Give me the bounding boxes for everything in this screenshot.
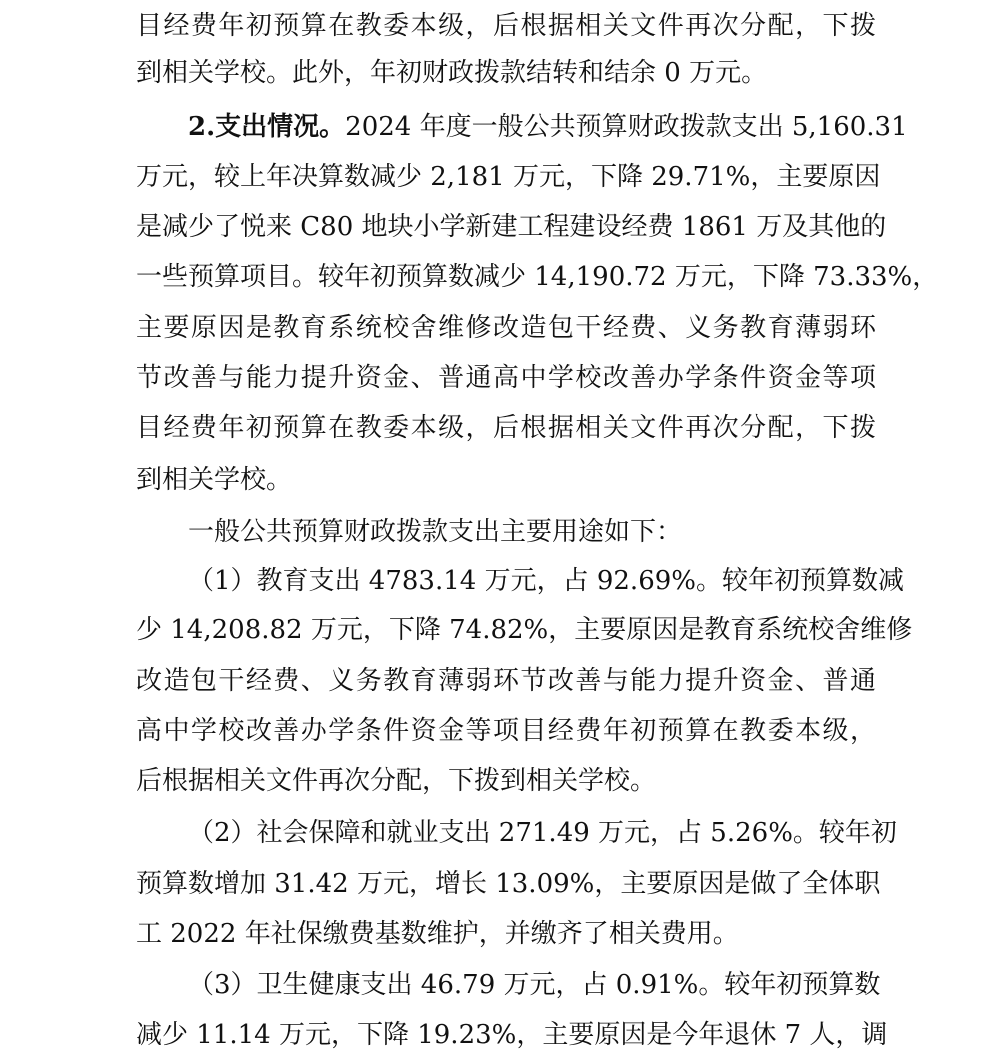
- text-line: 改造包干经费、义务教育薄弱环节改善与能力提升资金、普通: [136, 666, 876, 696]
- text-line: 预算数增加 31.42 万元，增长 13.09%，主要原因是做了全体职: [136, 869, 881, 899]
- text-line: （3）卫生健康支出 46.79 万元，占 0.91%。较年初预算数: [188, 970, 881, 1000]
- text-line: 主要原因是教育系统校舍维修改造包干经费、义务教育薄弱环: [136, 313, 876, 343]
- text-line: 一般公共预算财政拨款支出主要用途如下：: [188, 517, 683, 547]
- text-run: 2024 年度一般公共预算财政拨款支出 5,160.31: [345, 112, 908, 142]
- text-line: （2）社会保障和就业支出 271.49 万元，占 5.26%。较年初: [188, 818, 897, 848]
- text-line: 是减少了悦来 C80 地块小学新建工程建设经费 1861 万及其他的: [136, 212, 887, 242]
- text-line: （1）教育支出 4783.14 万元，占 92.69%。较年初预算数减: [188, 566, 904, 596]
- section-heading: 2.支出情况。: [188, 112, 346, 142]
- text-line: 少 14,208.82 万元，下降 74.82%，主要原因是教育系统校舍维修: [136, 615, 913, 645]
- text-line: 到相关学校。此外，年初财政拨款结转和结余 0 万元。: [136, 58, 768, 88]
- text-line: 一些预算项目。较年初预算数减少 14,190.72 万元，下降 73.33%，: [136, 262, 939, 292]
- text-line: 减少 11.14 万元，下降 19.23%，主要原因是今年退休 7 人，调: [136, 1020, 888, 1050]
- text-line: 目经费年初预算在教委本级，后根据相关文件再次分配，下拨: [136, 413, 876, 443]
- text-line: 节改善与能力提升资金、普通高中学校改善办学条件资金等项: [136, 363, 876, 393]
- text-line: 万元，较上年决算数减少 2,181 万元，下降 29.71%，主要原因: [136, 162, 881, 192]
- section-heading-line: [188, 107, 908, 147]
- text-line: 工 2022 年社保缴费基数维护，并缴齐了相关费用。: [136, 919, 739, 949]
- text-line: 高中学校改善办学条件资金等项目经费年初预算在教委本级，: [136, 716, 876, 746]
- text-line: 目经费年初预算在教委本级，后根据相关文件再次分配，下拨: [136, 11, 876, 41]
- text-line: 后根据相关文件再次分配，下拨到相关学校。: [136, 766, 657, 796]
- text-line: 到相关学校。: [136, 465, 293, 495]
